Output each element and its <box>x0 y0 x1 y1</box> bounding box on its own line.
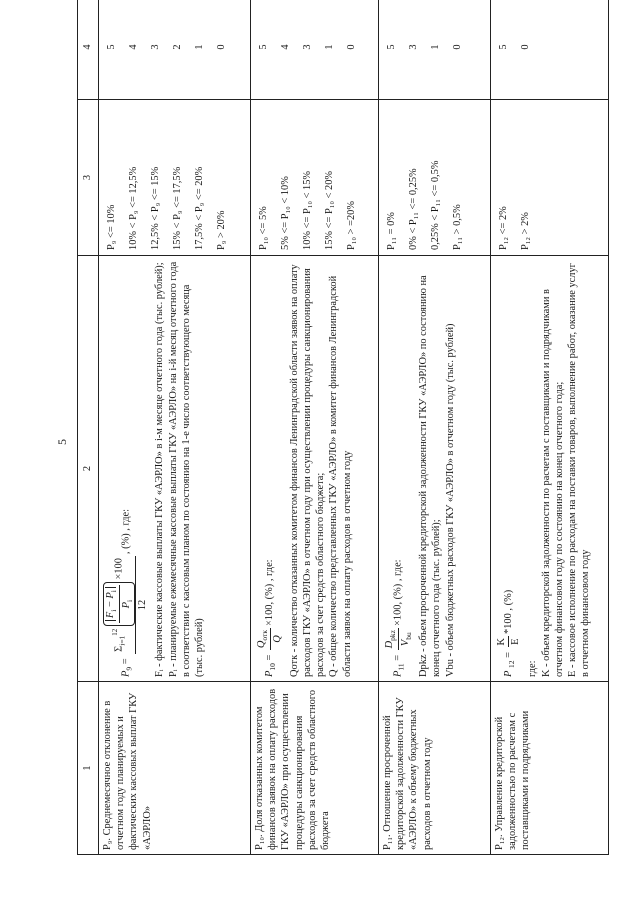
score-item: 0 <box>346 44 357 50</box>
score-item: 4 <box>280 44 291 50</box>
score-cell <box>99 0 251 100</box>
formula-where: , где: <box>392 559 404 582</box>
score-item: 1 <box>324 44 335 50</box>
formula-where: где: <box>527 660 539 677</box>
definition-item: Vbu - объем бюджетных расходов ГКУ «АЭРЛО» в отчетном году (тыс. рублей) <box>444 323 456 677</box>
formula-cell <box>491 256 609 682</box>
table-header-row <box>78 0 99 855</box>
criterion-item: 5% <= P₁₀ < 10% <box>280 176 291 250</box>
criteria-cell <box>379 100 491 256</box>
criterion-item: 10% <= P₁₀ < 15% <box>302 170 313 250</box>
score-item: 5 <box>258 44 269 50</box>
score-item: 1 <box>194 44 205 50</box>
criterion-item: P₁₂ <= 2% <box>498 206 509 250</box>
criterion-item: P₁₁ > 0,5% <box>452 204 463 250</box>
table-row-p9 <box>99 0 251 855</box>
formula-cell <box>99 256 251 682</box>
definition-item: Fᵢ - фактические кассовые выплаты ГКУ «АЭРЛО» в i-м месяце отчетного года (тыс. рублей); <box>154 262 166 677</box>
rotated-landscape-table <box>55 15 635 855</box>
column-header-1: 1 <box>78 682 99 855</box>
score-item: 3 <box>302 44 313 50</box>
criterion-item: P₉ > 20% <box>216 210 227 250</box>
indicator-cell: P₁₂. Управление кредиторской задолженностью по расчетам с поставщиками и подрядчиками <box>491 682 609 855</box>
table-row-p11 <box>379 0 491 855</box>
criterion-item: 15% <= P₁₀ < 20% <box>324 170 335 250</box>
column-header-3: 3 <box>78 100 99 256</box>
score-item: 0 <box>452 44 463 50</box>
criterion-item: 15% < P₉ <= 17,5% <box>172 166 183 250</box>
score-item: 5 <box>106 44 117 50</box>
criterion-item: 12,5% < P₉ <= 15% <box>150 166 161 250</box>
criteria-cell <box>99 100 251 256</box>
formula-p12: P $_{12}$ = K E *100 , (%) <box>496 589 522 677</box>
score-item: 2 <box>172 44 183 50</box>
definition-item: E - кассовое исполнение по расходам на поставки товаров, выполнение работ, оказание услуг в отчетном финансовом году <box>567 263 592 677</box>
criterion-item: P₁₂ > 2% <box>520 212 531 250</box>
indicator-cell: P₁₁. Отношение просроченной кредиторской задолженности ГКУ «АЭРЛО» к объему бюджетных расходов в отчетном году <box>379 682 491 855</box>
score-cell <box>379 0 491 100</box>
criteria-cell <box>491 100 609 256</box>
score-item: 3 <box>408 44 419 50</box>
definition-item: Pᵢ - планируемые ежемесячные кассовые выплаты ГКУ «АЭРЛО» на i-й месяц отчетного года в соответствии с кассовым планом по состоянию на 1-е число соответствующего месяца (тыс. рублей) <box>167 261 205 677</box>
criterion-item: 17,5% < P₉ <= 20% <box>194 166 205 250</box>
score-item: 4 <box>128 44 139 50</box>
score-item: 1 <box>430 44 441 50</box>
score-item: 0 <box>216 44 227 50</box>
indicator-cell: P₉. Среднемесячное отклонение в отчетном году планируемых и фактических кассовых выплат ГКУ «АЭРЛО» <box>99 682 251 855</box>
table-row-p10 <box>251 0 379 855</box>
score-item: 5 <box>498 44 509 50</box>
formula-where: , где: <box>120 508 132 531</box>
criterion-item: 0,25% < P₁₁ <= 0,5% <box>430 160 441 250</box>
criterion-item: P₁₀ <= 5% <box>258 206 269 250</box>
definition-item: Dpkz - объем просроченной кредиторской задолженности ГКУ «АЭРЛО» по состоянию на конец отчетного года (тыс. рублей); <box>418 275 443 677</box>
formula-p11: $P_{11}$ = $D_{pkz}$ $V_{bu}$ ×100, (%) , где: <box>384 559 413 677</box>
column-header-2: 2 <box>78 256 99 682</box>
definition-item: Qотк - количество отказанных комитетом финансов Ленинградской области заявок на оплату расходов ГКУ «АЭРЛО» в отчетном году при осуществлении процедуры санкционирования расходов за счет средств областного бюджета; <box>288 264 327 677</box>
definition-item: Q - общее количество представленных ГКУ «АЭРЛО» в комитет финансов Ленинградской области заявок на оплату расходов в отчетном году <box>328 275 353 677</box>
criteria-cell <box>251 100 379 256</box>
formula-where: , где: <box>263 559 275 582</box>
criterion-item: 10% < P₉ <= 12,5% <box>128 166 139 250</box>
score-item: 0 <box>520 44 531 50</box>
criterion-item: P₁₁ = 0% <box>386 212 397 250</box>
indicator-cell: P₁₀. Доля отказанных комитетом финансов заявок на оплату расходов ГКУ «АЭРЛО» при осуществлении процедуры санкционирования расходов за счет средств областного бюджета <box>251 682 379 855</box>
score-cell <box>251 0 379 100</box>
score-item: 5 <box>386 44 397 50</box>
criterion-item: 0% < P₁₁ <= 0,25% <box>408 168 419 250</box>
definition-item: K - объем кредиторской задолженности по расчетам с поставщиками и подрядчиками в отчетном финансовом году по состоянию на конец отчетного года; <box>540 289 565 677</box>
column-header-4: 4 <box>78 0 99 100</box>
formula-cell <box>251 256 379 682</box>
criterion-item: P₁₀ > =20% <box>346 201 357 250</box>
formula-p9: $P_9$ = $\Sigma_{i=1}^{12}$ $F_i - P_i$ $P_i$ ×100 12 , (%) , где: <box>105 508 149 677</box>
table-row-p12 <box>491 0 609 855</box>
formula-cell <box>379 256 491 682</box>
score-item: 3 <box>150 44 161 50</box>
criterion-item: P₉ <= 10% <box>106 204 117 250</box>
page-number: 5 <box>55 439 69 445</box>
score-cell <box>491 0 609 100</box>
criteria-table <box>77 0 609 855</box>
formula-p10: $P_{10}$ = $Q_{отк}$ Q ×100, (%) , где: <box>256 559 283 677</box>
